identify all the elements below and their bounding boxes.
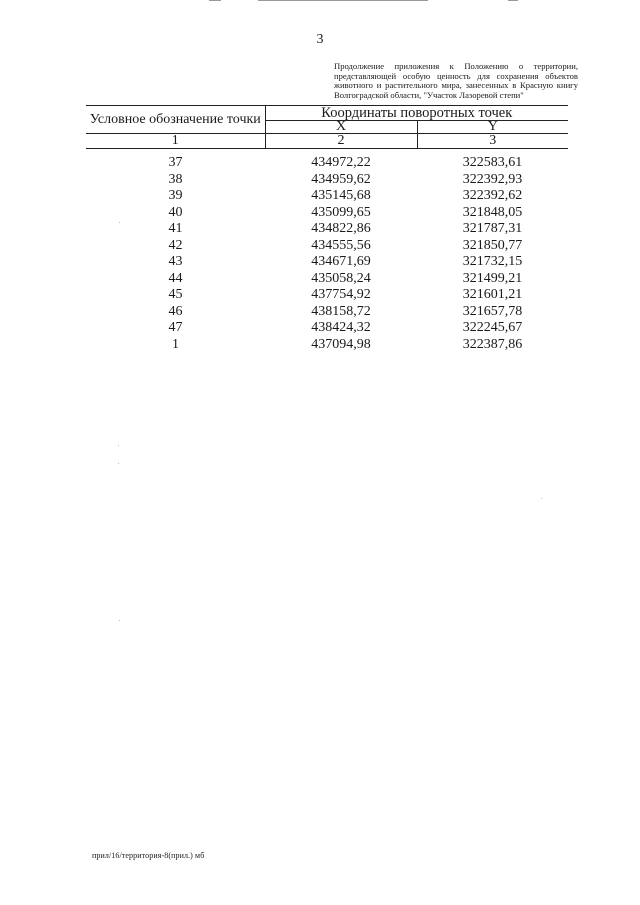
y-cell: 322583,61 [462,155,523,170]
x-cell: 438424,32 [311,320,371,335]
header-coordinates: Координаты поворотных точек [265,106,568,121]
table-row [86,172,568,189]
table-row [86,149,568,172]
point-cell: 43 [168,254,183,269]
y-cell: 321601,21 [462,287,523,302]
header-point-designation: Условное обозначение точки [86,106,265,134]
point-cell: 40 [168,204,183,220]
x-cell: 434822,86 [311,221,371,236]
x-cell: 435145,68 [311,188,371,203]
x-cell: 435099,65 [311,204,371,220]
table-row [86,221,568,238]
x-cell: 438158,72 [311,303,371,319]
x-cell: 435058,24 [311,270,371,286]
page-number: 3 [316,32,324,47]
point-cell: 47 [168,320,183,335]
x-cell: 434671,69 [311,254,371,269]
column-number-3: 3 [417,134,568,149]
scan-speck [118,463,119,464]
y-cell: 322245,67 [462,320,523,335]
scan-speck [118,445,119,446]
column-number-1: 1 [86,134,265,149]
coordinates-table [86,105,568,353]
point-cell: 45 [168,287,183,302]
footer-reference: прил/16/территория-8(прил.) мб [92,851,205,860]
y-cell: 321499,21 [462,270,523,286]
scan-mark [209,0,221,1]
y-cell: 321732,15 [462,254,523,269]
column-number-2: 2 [265,134,417,149]
y-cell: 322387,86 [462,336,523,352]
table-row [86,320,568,337]
scan-speck [119,620,120,621]
table-row [86,337,568,354]
table-row [86,287,568,304]
header-y: Y [417,121,568,134]
y-cell: 321787,31 [462,221,523,236]
point-cell: 44 [168,270,183,286]
y-cell: 321850,77 [462,237,523,253]
scan-speck [119,222,120,223]
point-cell: 38 [168,171,183,187]
x-cell: 434555,56 [311,237,371,253]
y-cell: 322392,93 [462,171,523,187]
y-cell: 321848,05 [462,204,523,220]
scan-speck [541,498,542,499]
x-cell: 434972,22 [311,155,371,170]
table-row [86,205,568,222]
table-row [86,254,568,271]
x-cell: 434959,62 [311,171,371,187]
y-cell: 322392,62 [462,188,523,203]
x-cell: 437754,92 [311,287,371,302]
scan-mark [258,0,428,1]
table-row [86,271,568,288]
point-cell: 41 [168,221,183,236]
table-row [86,188,568,205]
appendix-note: Продолжение приложения к Положению о территории, представляющей особую ценность для сохранения объектов животного и растительного мира, занесенных в Красную книгу Волгоградской области, "Участок Лазоревой степи" [334,61,578,100]
point-cell: 42 [168,237,183,253]
point-cell: 37 [168,155,183,170]
y-cell: 321657,78 [462,303,523,319]
point-cell: 46 [168,303,183,319]
scan-mark [508,0,518,1]
table-row [86,304,568,321]
table-row [86,238,568,255]
x-cell: 437094,98 [311,336,371,352]
point-cell: 39 [168,188,183,203]
header-x: X [265,121,417,134]
point-cell: 1 [172,336,179,352]
